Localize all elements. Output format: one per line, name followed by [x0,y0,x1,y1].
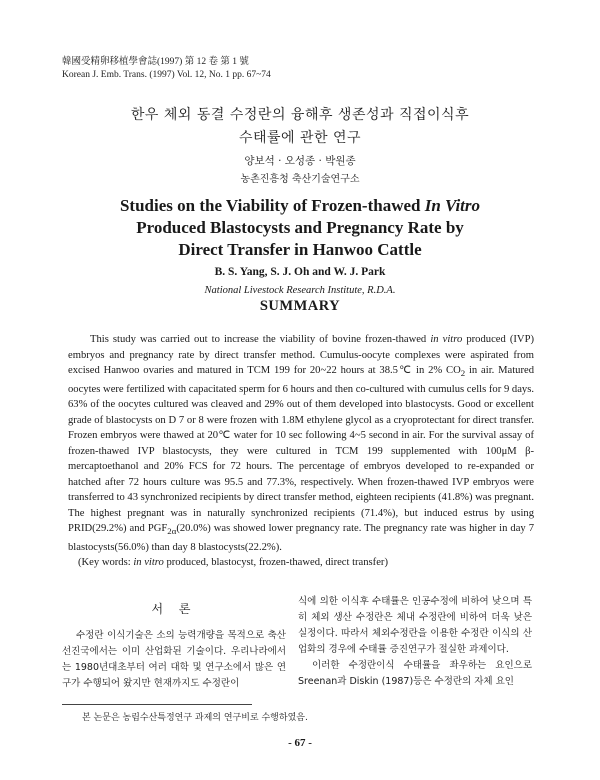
funding-footnote: 본 논문은 농림수산특정연구 과제의 연구비로 수행하였음. [82,713,308,723]
journal-citation-english: Korean J. Emb. Trans. (1997) Vol. 12, No. 1 pp. 67~74 [62,70,271,80]
left-column [62,628,286,692]
page-number: - 67 - [288,737,312,749]
abstract-body [68,332,534,571]
english-authors: B. S. Yang, S. J. Oh and W. J. Park [214,266,386,278]
right-column [298,594,532,690]
footnote-rule [62,704,252,705]
intro-paragraph-continued: 식에 의한 이식후 수태률은 인공수정에 비하여 낮으며 특히 체외 생산 수정란은 체내 수정란에 비하여 더욱 낮은 실정이다. 따라서 체외수정란을 이용한 수정란 이식의 산업화의 경우에 수태률 증진연구가 절실한 과제이다. [298,596,532,655]
intro-paragraph-2: 이러한 수정란이식 수태률을 좌우하는 요인으로 Sreenan과 Diskin (1987)등은 수정란의 자체 요인 [298,660,532,687]
abstract-paragraph: This study was carried out to increase the viability of bovine frozen-thawed in vitro produced (IVP) embryos and pregnancy rate by direct transfer method. Cumulus-oocyte complexes were aspirated from excised Hanwoo ovaries and matured in TCM 199 for 20~22 hours at 38.5℃ in 2% $CO_2$ in air. Matured oocytes were fertilized with capacitated sperm for 6 hours and then co-cultured with cumulus cells for 9 days. 63% of the oocytes cultured was cleaved and 29% out of them developed into blastocysts. Good or excellent grade of blastocysts on D 7 or 8 were frozen with 1.8M ethylene glycol as a cryoprotectant for direct transfer. Frozen embryos were thawed at 20℃ water for 10 sec following 4~5 second in air. For the survival assay of frozen-thawed IVP blastocysts, they were cultured in TCM 199 supplemented with 100μM β-mercaptoethanol and 20% FCS for 72 hours. The percentage of embryos developed to re-expanded or hatched after 72 hours culture was 95.5 and 77.3%, respectively. When frozen-thawed IVP embryos were transferred to 43 synchronized recipients by direct transfer method, eighteen recipients (41.8%) was pregnant. The highest pregnant was in naturally synchronized recipients (71.4%), but induced estrus by using PRID(29.2%) and $PGF_{2\alpha}(20.0\%)$ was showed lower pregnancy rate. The pregnancy rate was higher in day 7 blastocysts(56.0%) than day 8 blastocysts(22.2%). [68,334,534,553]
journal-citation-korean: 韓國受精卵移植學會誌(1997) 第 12 卷 第 1 號 [62,57,249,67]
journal-header [62,56,271,82]
korean-affiliation: 농촌진흥청 축산기술연구소 [240,174,360,185]
english-title-line2: Produced Blastocysts and Pregnancy Rate by [136,218,464,237]
english-title-line1: Studies on the Viability of Frozen-thawed In Vitro [119,196,481,215]
korean-authors: 양보석 · 오성종 · 박원종 [244,155,356,167]
key-words: (Key words: in vitro produced, blastocyst, frozen-thawed, direct transfer) [78,557,388,569]
english-title-line3: Direct Transfer in Hanwoo Cattle [178,240,422,259]
section-heading-introduction: 서 론 [151,602,197,616]
korean-title-line1: 한우 체외 동결 수정란의 융해후 생존성과 직접이식후 [130,107,470,123]
korean-title-line2: 수태률에 관한 연구 [238,130,362,146]
intro-paragraph-1: 수정란 이식기술은 소의 능력개량을 목적으로 축산 선진국에서는 이미 산업화된 기술이다. 우리나라에서는 1980년대초부터 여러 대학 및 연구소에서 많은 연구가 수행되어 왔지만 현재까지도 수정란이 [62,630,286,689]
summary-heading: SUMMARY [259,298,341,314]
english-affiliation: National Livestock Research Institute, R.D.A. [204,285,396,296]
